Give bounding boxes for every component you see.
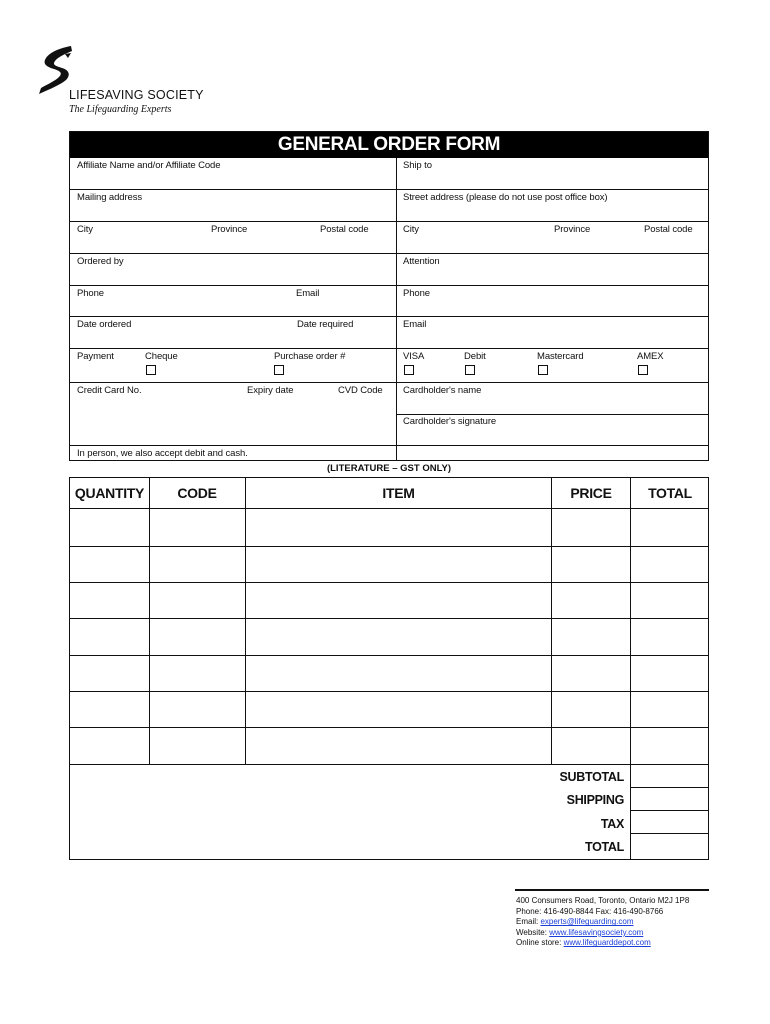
website-line bbox=[516, 928, 689, 939]
cheque-label: Cheque bbox=[145, 351, 178, 362]
store-link[interactable]: www.lifeguarddepot.com bbox=[563, 938, 651, 948]
debit-checkbox[interactable] bbox=[465, 365, 475, 375]
expiry-date-field[interactable]: Expiry date bbox=[247, 385, 294, 396]
row-divider bbox=[70, 253, 708, 254]
website-label: Website: bbox=[516, 927, 550, 937]
header-divider bbox=[70, 508, 708, 509]
shipping-label: SHIPPING bbox=[566, 793, 624, 807]
column-divider bbox=[245, 478, 246, 764]
city-field-right[interactable]: City bbox=[403, 224, 419, 235]
website-link[interactable]: www.lifesavingsociety.com bbox=[549, 927, 644, 937]
column-header-quantity: QUANTITY bbox=[74, 485, 145, 501]
street-address-field[interactable]: Street address (please do not use post office box) bbox=[403, 192, 608, 203]
column-divider bbox=[551, 478, 552, 764]
table-row[interactable] bbox=[70, 691, 708, 692]
table-row[interactable] bbox=[70, 582, 708, 583]
row-divider bbox=[70, 189, 708, 190]
email-label: Email: bbox=[516, 917, 541, 927]
org-tagline: The Lifeguarding Experts bbox=[69, 104, 172, 115]
cheque-checkbox[interactable] bbox=[146, 365, 156, 375]
mastercard-label: Mastercard bbox=[537, 351, 584, 362]
table-row[interactable] bbox=[70, 546, 708, 547]
affiliate-field[interactable]: Affiliate Name and/or Affiliate Code bbox=[77, 160, 221, 171]
subtotal-box[interactable] bbox=[631, 787, 708, 788]
ship-to-field[interactable]: Ship to bbox=[403, 160, 432, 171]
store-line bbox=[516, 938, 689, 949]
cardholder-name-field[interactable]: Cardholder's name bbox=[403, 385, 482, 396]
row-divider bbox=[70, 382, 708, 383]
date-ordered-field[interactable]: Date ordered bbox=[77, 319, 132, 330]
table-row[interactable] bbox=[70, 764, 708, 765]
ordered-by-field[interactable]: Ordered by bbox=[77, 256, 124, 267]
postal-code-field-left[interactable]: Postal code bbox=[320, 224, 369, 235]
form-title: GENERAL ORDER FORM bbox=[70, 132, 708, 158]
province-field-right[interactable]: Province bbox=[554, 224, 591, 235]
email-field-left[interactable]: Email bbox=[296, 288, 320, 299]
payment-label: Payment bbox=[77, 351, 114, 362]
debit-label: Debit bbox=[464, 351, 486, 362]
totals-divider bbox=[630, 764, 631, 860]
literature-gst-note: (LITERATURE – GST ONLY) bbox=[326, 463, 452, 474]
tax-box[interactable] bbox=[631, 833, 708, 834]
province-field-left[interactable]: Province bbox=[211, 224, 248, 235]
tax-label: TAX bbox=[600, 817, 624, 831]
postal-code-field-right[interactable]: Postal code bbox=[644, 224, 693, 235]
mailing-address-field[interactable]: Mailing address bbox=[77, 192, 143, 203]
store-label: Online store: bbox=[516, 938, 564, 948]
purchase-order-label: Purchase order # bbox=[274, 351, 346, 362]
phone-field-left[interactable]: Phone bbox=[77, 288, 104, 299]
column-header-code: CODE bbox=[177, 485, 217, 501]
phone-fax: Phone: 416-490-8844 Fax: 416-490-8766 bbox=[516, 906, 664, 916]
credit-card-number-field[interactable]: Credit Card No. bbox=[77, 385, 142, 396]
table-row[interactable] bbox=[70, 655, 708, 656]
org-name: LIFESAVING SOCIETY bbox=[69, 88, 204, 102]
amex-label: AMEX bbox=[637, 351, 664, 362]
email-line bbox=[516, 917, 689, 928]
email-field-right[interactable]: Email bbox=[403, 319, 427, 330]
column-header-total: TOTAL bbox=[648, 485, 692, 501]
address: 400 Consumers Road, Toronto, Ontario M2J 1P8 bbox=[516, 896, 690, 905]
in-person-note: In person, we also accept debit and cash. bbox=[77, 448, 248, 459]
row-divider bbox=[70, 316, 708, 317]
table-row[interactable] bbox=[70, 727, 708, 728]
cvd-code-field[interactable]: CVD Code bbox=[338, 385, 383, 396]
date-required-field[interactable]: Date required bbox=[297, 319, 354, 330]
row-divider bbox=[70, 348, 708, 349]
city-field-left[interactable]: City bbox=[77, 224, 93, 235]
cardholder-signature-field[interactable]: Cardholder's signature bbox=[403, 416, 497, 427]
visa-label: VISA bbox=[403, 351, 425, 362]
subtotal-label: SUBTOTAL bbox=[559, 770, 624, 784]
phone-field-right[interactable]: Phone bbox=[403, 288, 430, 299]
column-divider bbox=[396, 158, 397, 461]
row-divider bbox=[70, 285, 708, 286]
row-divider bbox=[70, 445, 708, 446]
contact-info bbox=[516, 896, 689, 949]
column-header-price: PRICE bbox=[570, 485, 612, 501]
mastercard-checkbox[interactable] bbox=[538, 365, 548, 375]
attention-field[interactable]: Attention bbox=[403, 256, 440, 267]
table-row[interactable] bbox=[70, 618, 708, 619]
items-table bbox=[69, 477, 709, 860]
visa-checkbox[interactable] bbox=[404, 365, 414, 375]
column-divider bbox=[149, 478, 150, 764]
footer-rule bbox=[515, 889, 709, 891]
row-divider bbox=[70, 221, 708, 222]
shipping-box[interactable] bbox=[631, 810, 708, 811]
email-link[interactable]: experts@lifeguarding.com bbox=[540, 917, 634, 927]
total-label: TOTAL bbox=[584, 840, 624, 854]
purchase-order-checkbox[interactable] bbox=[274, 365, 284, 375]
order-form bbox=[69, 131, 709, 461]
column-header-item: ITEM bbox=[382, 485, 415, 501]
column-divider bbox=[630, 478, 631, 764]
amex-checkbox[interactable] bbox=[638, 365, 648, 375]
row-divider bbox=[396, 414, 708, 415]
